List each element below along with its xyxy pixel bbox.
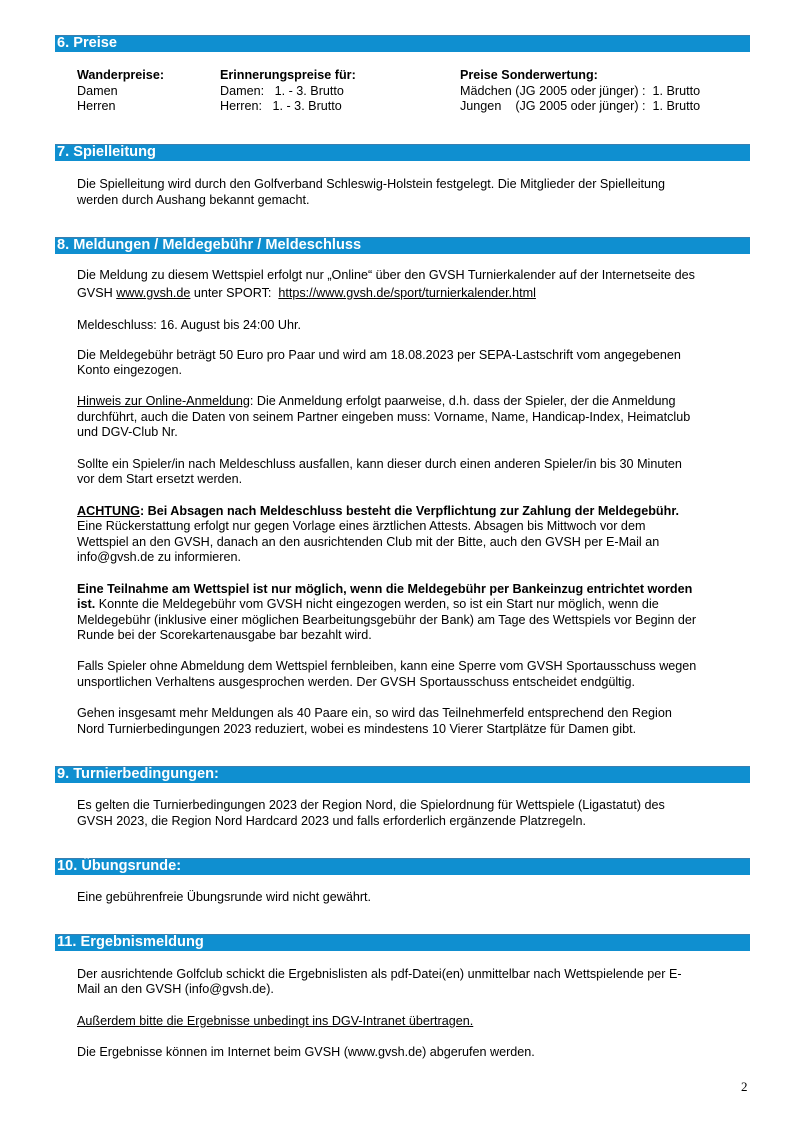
prizes-col3-row: Jungen (JG 2005 oder jünger) : 1. Brutto	[460, 99, 701, 113]
text: : Die Anmeldung erfolgt paarweise, d.h. dass der Spieler, der die Anmeldung	[249, 394, 676, 408]
paragraph-line: Falls Spieler ohne Abmeldung dem Wettspiel fernbleiben, kann eine Sperre vom GVSH Sportausschuss wegen	[77, 659, 697, 673]
text: ist.	[77, 597, 96, 611]
gvsh-website-link[interactable]: www.gvsh.de	[116, 286, 191, 300]
paragraph-line: info@gvsh.de zu informieren.	[77, 550, 241, 564]
text: Konnte die Meldegebühr vom GVSH nicht eingezogen werden, so ist ein Start nur möglich, wenn die	[95, 597, 659, 611]
paragraph-line: Gehen insgesamt mehr Meldungen als 40 Paare ein, so wird das Teilnehmerfeld entsprechend den Region	[77, 706, 672, 720]
prizes-col1-heading: Wanderpreise:	[77, 68, 165, 82]
prizes-col3-row: Mädchen (JG 2005 oder jünger) : 1. Brutto	[460, 84, 701, 98]
warning-label: ACHTUNG	[77, 504, 140, 518]
paragraph-line	[77, 504, 747, 520]
paragraph-line: und DGV-Club Nr.	[77, 425, 178, 439]
section-title: 11. Ergebnismeldung	[57, 934, 204, 950]
paragraph-line: Die Meldung zu diesem Wettspiel erfolgt nur „Online“ über den GVSH Turnierkalender auf der Internetseite des	[77, 268, 695, 282]
paragraph-line: Wettspiel an den GVSH, danach an den ausrichtenden Club mit der Bitte, auch den GVSH per E-Mail an	[77, 535, 660, 549]
paragraph-line: Eine gebührenfreie Übungsrunde wird nicht gewährt.	[77, 890, 372, 904]
section-header-ergebnismeldung	[55, 934, 750, 951]
section-header-uebungsrunde	[55, 858, 750, 875]
prizes-col2-row: Damen: 1. - 3. Brutto	[220, 84, 344, 98]
prizes-col1-row: Herren	[77, 99, 116, 113]
paragraph-line: vor dem Start ersetzt werden.	[77, 472, 243, 486]
section-header-spielleitung	[55, 144, 750, 161]
paragraph-line: Der ausrichtende Golfclub schickt die Ergebnislisten als pdf-Datei(en) unmittelbar nach Wettspielende per E-	[77, 967, 682, 981]
paragraph-line: Konto eingezogen.	[77, 363, 183, 377]
paragraph-line: GVSH 2023, die Region Nord Hardcard 2023 und falls erforderlich ergänzende Platzregeln.	[77, 814, 586, 828]
paragraph-line: Die Meldegebühr beträgt 50 Euro pro Paar und wird am 18.08.2023 per SEPA-Lastschrift vom angegebenen	[77, 348, 681, 362]
paragraph-line: durchführt, auch die Daten von seinem Partner eingeben muss: Vorname, Name, Handicap-Index, Heimatclub	[77, 410, 691, 424]
prizes-col1-row: Damen	[77, 84, 118, 98]
text: unter SPORT:	[190, 286, 279, 300]
section-title: 10. Übungsrunde:	[57, 858, 182, 874]
paragraph-line: Meldeschluss: 16. August bis 24:00 Uhr.	[77, 318, 302, 332]
section-header-meldungen	[55, 237, 750, 254]
text: : Bei Absagen nach Meldeschluss besteht die Verpflichtung zur Zahlung der Meldegebühr.	[139, 504, 680, 518]
page-number: 2	[741, 1079, 748, 1094]
section-title: 9. Turnierbedingungen:	[57, 766, 219, 782]
prizes-col3-heading: Preise Sonderwertung:	[460, 68, 598, 82]
paragraph-line: Die Ergebnisse können im Internet beim GVSH (www.gvsh.de) abgerufen werden.	[77, 1045, 535, 1059]
paragraph-line	[77, 286, 747, 302]
section-header-preise	[55, 35, 750, 52]
paragraph-line: Sollte ein Spieler/in nach Meldeschluss ausfallen, kann dieser durch einen anderen Spieler/in bis 30 Minuten	[77, 457, 682, 471]
hint-label: Hinweis zur Online-Anmeldung	[77, 394, 250, 408]
text: GVSH	[77, 286, 117, 300]
prizes-col2-row: Herren: 1. - 3. Brutto	[220, 99, 342, 113]
paragraph-line: Mail an den GVSH (info@gvsh.de).	[77, 982, 274, 996]
paragraph-line: Runde bei der Scorekartenausgabe bar bezahlt wird.	[77, 628, 372, 642]
prizes-col2-heading: Erinnerungspreise für:	[220, 68, 356, 82]
paragraph-line	[77, 597, 747, 613]
paragraph-line: Eine Teilnahme am Wettspiel ist nur möglich, wenn die Meldegebühr per Bankeinzug entrichtet worden	[77, 582, 693, 596]
paragraph-line: Eine Rückerstattung erfolgt nur gegen Vorlage eines ärztlichen Attests. Absagen bis Mittwoch vor dem	[77, 519, 646, 533]
paragraph-line: werden durch Aushang bekannt gemacht.	[77, 193, 310, 207]
paragraph-line	[77, 394, 747, 410]
section-title: 6. Preise	[57, 35, 118, 51]
paragraph-line: Nord Turnierbedingungen 2023 reduziert, wobei es mindestens 10 Vierer Startplätze für Damen gibt.	[77, 722, 637, 736]
turnierkalender-link[interactable]: https://www.gvsh.de/sport/turnierkalender.html	[278, 286, 536, 300]
section-header-turnierbedingungen	[55, 766, 750, 783]
section-title: 8. Meldungen / Meldegebühr / Meldeschluss	[57, 237, 362, 253]
paragraph-line: unsportlichen Verhaltens ausgesprochen werden. Der GVSH Sportausschuss entscheidet endgültig.	[77, 675, 635, 689]
section-title: 7. Spielleitung	[57, 144, 156, 160]
paragraph-line: Es gelten die Turnierbedingungen 2023 der Region Nord, die Spielordnung für Wettspiele (Ligastatut) des	[77, 798, 665, 812]
paragraph-line: Die Spielleitung wird durch den Golfverband Schleswig-Holstein festgelegt. Die Mitglieder der Spielleitung	[77, 177, 666, 191]
paragraph-line: Außerdem bitte die Ergebnisse unbedingt ins DGV-Intranet übertragen.	[77, 1014, 474, 1028]
paragraph-line: Meldegebühr (inklusive einer möglichen Bearbeitungsgebühr der Bank) am Tage des Wettspiels vor Beginn der	[77, 613, 697, 627]
